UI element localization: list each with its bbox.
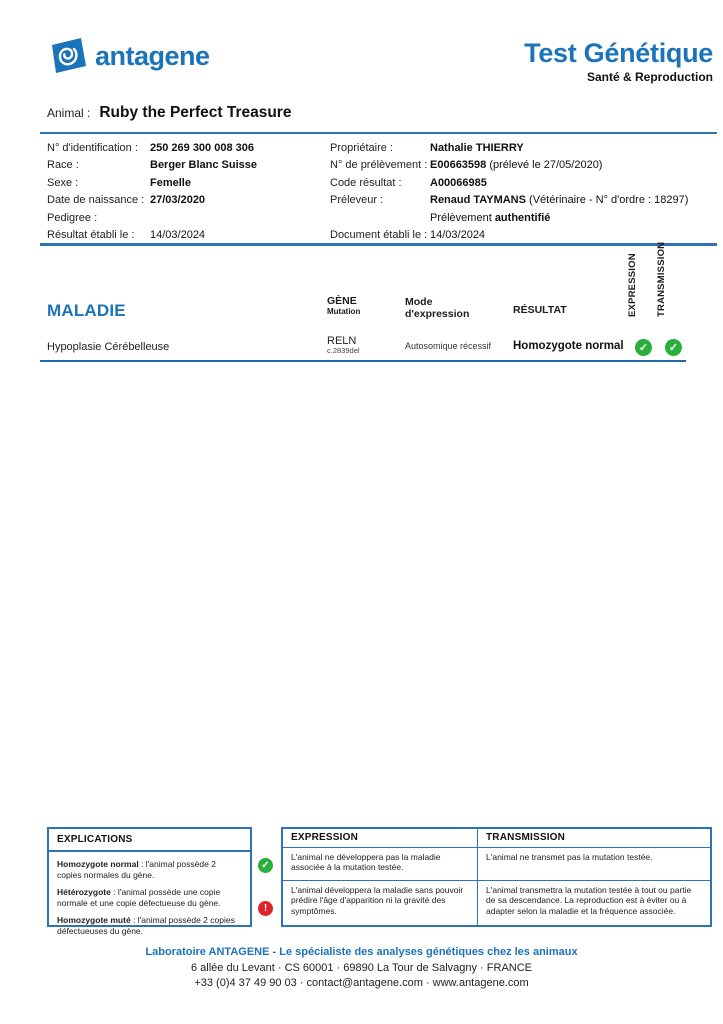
explication-term: Hétérozygote (57, 887, 111, 897)
info-row-identification (47, 139, 327, 157)
gene-header-sub: Mutation (327, 307, 361, 316)
info-row-authentifie (330, 209, 718, 227)
expression-negative-text: L'animal développera la maladie sans pouvoir prédire l'âge d'apparition ni la gravité des symptômes. (283, 881, 478, 926)
explication-item (57, 859, 242, 880)
info-row-prelevement (330, 157, 718, 175)
document-title: Test Génétique (524, 38, 713, 68)
field-label: Pedigree : (47, 211, 98, 224)
info-row-code-resultat (330, 174, 718, 192)
field-value: Berger Blanc Suisse (150, 159, 257, 172)
gene-cell (327, 335, 360, 355)
field-label: N° de prélèvement : (330, 159, 428, 172)
field-label: N° d'identification : (47, 141, 138, 154)
column-header-maladie: MALADIE (47, 301, 126, 320)
mode-header-line2: d'expression (405, 308, 470, 320)
footer-address-line: 6 allée du Levant · CS 60001 · 69890 La Tour de Salvagny · FRANCE (191, 962, 532, 974)
transmission-negative-text: L'animal transmettra la mutation testée à tout ou partie de sa descendance. La reproduction est à éviter ou à adapter selon la maladie et la fréquence associée. (486, 884, 692, 916)
transmission-check-icon: ✓ (665, 339, 682, 356)
expression-mode: Autosomique récessif (405, 341, 492, 351)
antagene-logo (48, 36, 210, 76)
info-row-race (47, 157, 327, 175)
field-label: Code résultat : (330, 176, 402, 189)
explication-item (57, 887, 242, 908)
transmission-positive-text: L'animal ne transmet pas la mutation testée. (486, 851, 653, 862)
animal-name: Ruby the Perfect Treasure (99, 104, 292, 121)
field-value: E00663598 (430, 159, 487, 172)
column-header-mode (405, 296, 469, 320)
field-label: Résultat établi le : (47, 229, 135, 242)
field-label: Propriétaire : (330, 141, 393, 154)
mode-header-line1: Mode (405, 296, 433, 308)
expression-transmission-table (281, 827, 712, 927)
expression-box-title: EXPRESSION (283, 829, 478, 847)
field-label: Préleveur : (330, 194, 384, 207)
field-value: 250 269 300 008 306 (150, 141, 254, 154)
animal-label: Animal : (47, 106, 91, 120)
mutation-name: c.2839del (327, 346, 360, 355)
field-value: A00066985 (430, 176, 487, 189)
info-row-sexe (47, 174, 327, 192)
field-value: Renaud TAYMANS (430, 194, 526, 207)
field-label: Date de naissance : (47, 194, 145, 207)
disease-name: Hypoplasie Cérébelleuse (47, 341, 170, 353)
field-value: authentifié (494, 211, 551, 224)
column-header-expression: EXPRESSION (627, 253, 638, 317)
info-row-pedigree (47, 209, 327, 227)
field-value: Femelle (150, 176, 191, 189)
field-label: Sexe : (47, 176, 79, 189)
explications-body (49, 852, 250, 936)
legend-alert-icon: ! (258, 901, 273, 916)
info-row-proprietaire (330, 139, 718, 157)
expression-positive-text: L'animal ne développera pas la maladie associée à la mutation testée. (283, 848, 478, 880)
et-header-row (283, 829, 710, 848)
gene-header-main: GÈNE (327, 295, 357, 307)
explication-text: : l'animal possède une copie normale et une copie défectueuse du gène. (57, 887, 221, 908)
info-row-resultat-etabli (47, 227, 327, 245)
explications-title: EXPLICATIONS (49, 829, 250, 852)
info-left-column (47, 139, 327, 244)
field-value: 27/03/2020 (150, 194, 206, 207)
column-header-gene (327, 296, 360, 316)
et-row-negative (283, 881, 710, 926)
field-value-prefix: Prélèvement (430, 211, 495, 224)
expression-check-icon: ✓ (635, 339, 652, 356)
animal-line (47, 104, 291, 122)
document-title-block (524, 38, 713, 84)
info-right-column (330, 139, 718, 244)
transmission-box-title: TRANSMISSION (486, 832, 566, 843)
gene-name: RELN (327, 335, 357, 347)
field-label: Document établi le : (330, 229, 428, 242)
explication-text: : l'animal possède 2 copies normales du gène. (57, 859, 216, 880)
explication-term: Homozygote normal (57, 859, 139, 869)
field-value-suffix: (prélevé le 27/05/2020) (486, 159, 603, 172)
footer-lab-line: Laboratoire ANTAGENE - Le spécialiste des analyses génétiques chez les animaux (145, 946, 578, 958)
explication-term: Homozygote muté (57, 915, 131, 925)
et-row-positive (283, 848, 710, 881)
legend-check-icon: ✓ (258, 858, 273, 873)
divider-result (40, 360, 686, 362)
explication-item (57, 915, 242, 936)
field-value: 14/03/2024 (150, 229, 206, 242)
explication-text: : l'animal possède 2 copies défectueuses du gène. (57, 915, 235, 936)
divider-info (40, 243, 717, 246)
field-value: Nathalie THIERRY (430, 141, 524, 154)
result-value: Homozygote normal (513, 340, 624, 352)
antagene-swirl-icon (48, 36, 88, 76)
column-header-resultat: RÉSULTAT (513, 304, 567, 316)
field-value-suffix: (Vétérinaire - N° d'ordre : 18297) (525, 194, 689, 207)
column-header-transmission: TRANSMISSION (656, 241, 667, 317)
info-row-naissance (47, 192, 327, 210)
explications-box (47, 827, 252, 936)
field-value: 14/03/2024 (430, 229, 486, 242)
info-row-preleveur (330, 192, 718, 210)
antagene-logo-text: antagene (95, 40, 210, 71)
divider-top (40, 132, 717, 134)
field-label: Race : (47, 159, 79, 172)
document-subtitle: Santé & Reproduction (586, 70, 713, 84)
footer-contact-line: +33 (0)4 37 49 90 03 · contact@antagene.com · www.antagene.com (194, 977, 529, 989)
